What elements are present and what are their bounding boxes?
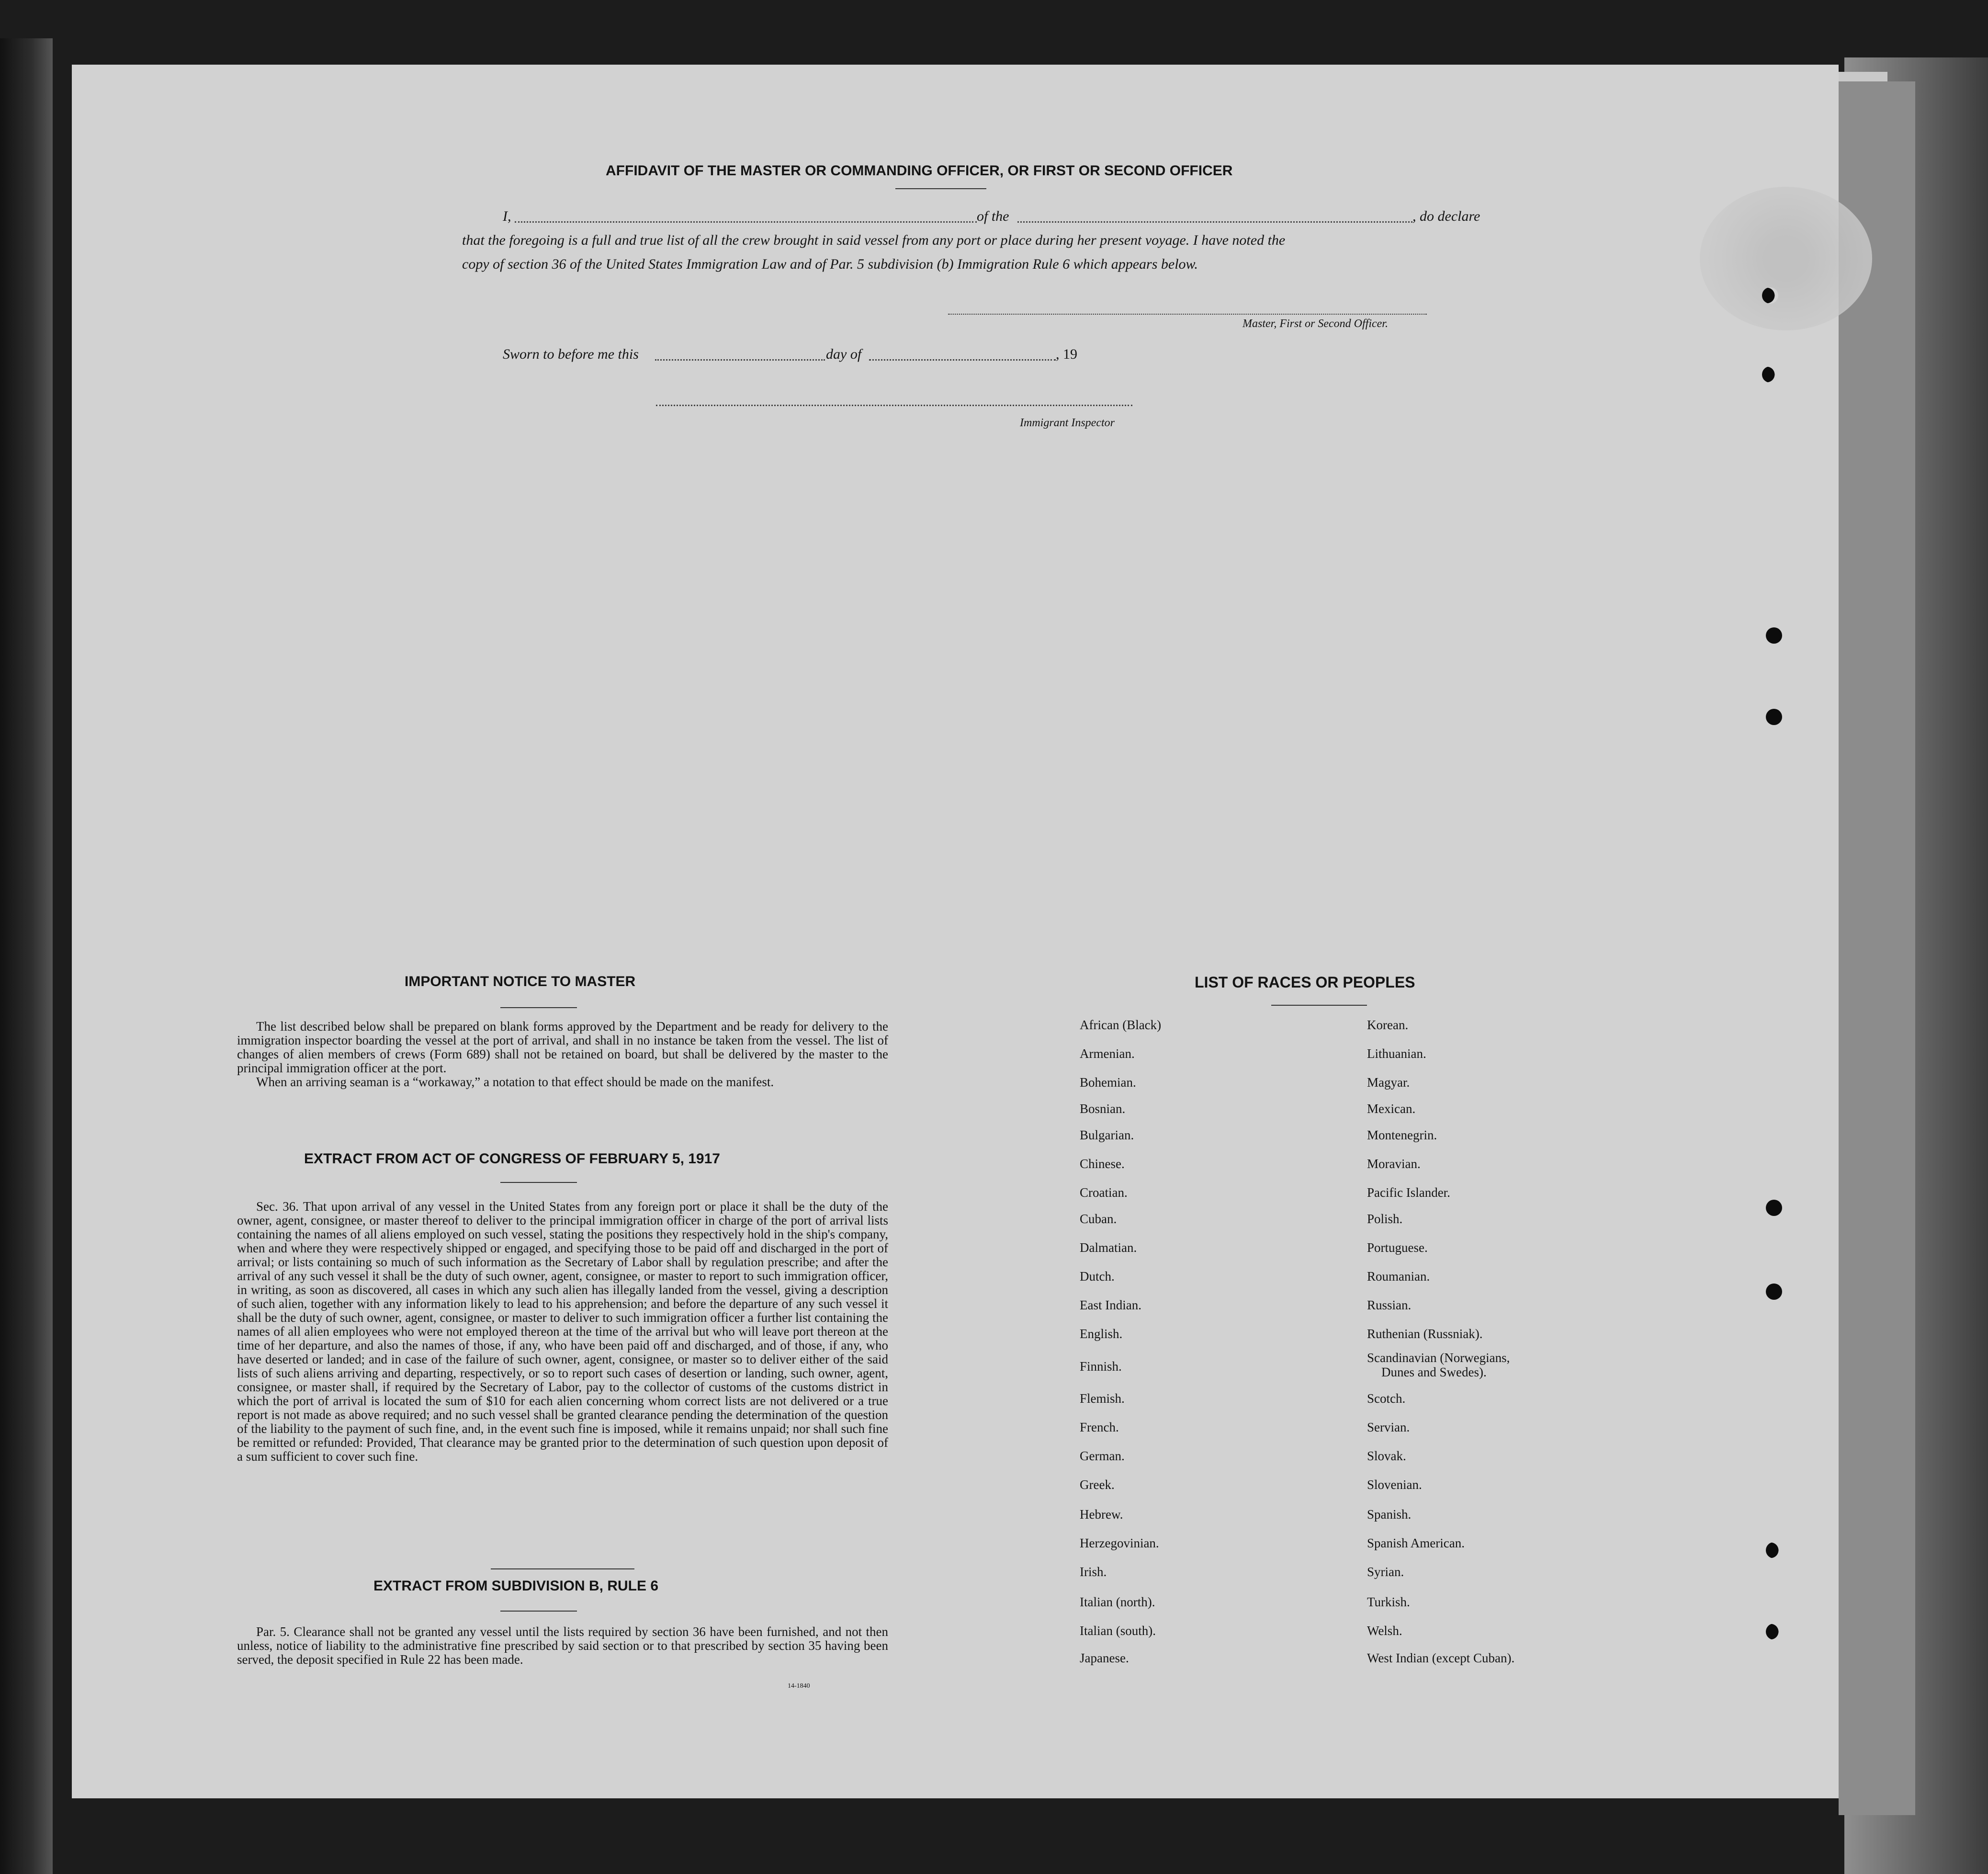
- affidavit-title: AFFIDAVIT OF THE MASTER OR COMMANDING OFFICER, OR FIRST OR SECOND OFFICER: [606, 163, 1233, 179]
- race-item: Bohemian.: [1080, 1075, 1136, 1090]
- film-edge-left: [0, 38, 53, 1874]
- sworn-day-blank: [655, 359, 825, 361]
- race-item: Turkish.: [1367, 1595, 1410, 1609]
- binder-hole: [1766, 1624, 1782, 1640]
- sworn-year: , 19: [1056, 346, 1077, 362]
- race-item: West Indian (except Cuban).: [1367, 1651, 1515, 1665]
- race-item: African (Black): [1080, 1018, 1162, 1032]
- race-item: Slovenian.: [1367, 1477, 1422, 1492]
- race-item: Syrian.: [1367, 1565, 1404, 1579]
- race-item: Spanish.: [1367, 1507, 1412, 1522]
- race-item: Flemish.: [1080, 1391, 1125, 1406]
- manifest-page: [72, 65, 1839, 1798]
- race-item: Dutch.: [1080, 1269, 1115, 1283]
- race-item: Italian (north).: [1080, 1595, 1155, 1609]
- extract-divider: [491, 1568, 634, 1569]
- affidavit-title-rule: [895, 188, 986, 189]
- race-item: Spanish American.: [1367, 1536, 1465, 1550]
- race-item: English.: [1080, 1327, 1123, 1341]
- affidavit-declare: , do declare: [1412, 208, 1480, 224]
- affidavit-body-line2: that the foregoing is a full and true list of all the crew brought in said vessel from any port or place during her present voyage. I have noted the: [462, 232, 1286, 248]
- race-item: Polish.: [1367, 1212, 1403, 1226]
- race-item: Cuban.: [1080, 1212, 1117, 1226]
- inspector-label: Immigrant Inspector: [1020, 417, 1115, 429]
- affidavit-of-label: of the: [977, 208, 1009, 224]
- vessel-blank: [1017, 221, 1412, 223]
- race-item: Mexican.: [1367, 1102, 1416, 1116]
- notice-paragraph-2: When an arriving seaman is a “workaway,” a notation to that effect should be made on the manifest.: [256, 1075, 774, 1089]
- race-item: Scandinavian (Norwegians,: [1367, 1351, 1510, 1365]
- signature-line: [948, 314, 1427, 315]
- extract-act-title-rule: [500, 1182, 577, 1183]
- race-item: French.: [1080, 1420, 1119, 1434]
- race-item: Slovak.: [1367, 1449, 1406, 1463]
- race-item: Pacific Islander.: [1367, 1185, 1450, 1200]
- race-item: Bulgarian.: [1080, 1128, 1134, 1142]
- races-title-rule: [1271, 1005, 1367, 1006]
- races-title: LIST OF RACES OR PEOPLES: [1195, 974, 1415, 991]
- binder-hole: [1762, 366, 1778, 383]
- sworn-prefix: Sworn to before me this: [503, 346, 639, 362]
- binder-hole: [1766, 1542, 1782, 1558]
- inspector-line: [656, 405, 1132, 406]
- section-36-paragraph: Sec. 36. That upon arrival of any vessel in the United States from any foreign port or place it shall be the duty of the owner, agent, consignee, or master thereof to deliver to the principal immigration officer in charge of the port of arrival lists containing the names of all aliens employed on such vessel, stating the positions they respectively hold in the ship's company, when and where they were respectively shipped or engaged, and specifying those to be paid off and discharged in the port of arrival; or lists containing so much of such information as the Secretary of Labor shall by regulation prescribe; and after the arrival of any such vessel it shall be the duty of such owner, agent, consignee, or master to report to such immigration officer, in writing, as soon as discovered, all cases in which any such alien has illegally landed from the vessel, giving a description of such alien, together with any information likely to lead to his apprehension; and before the departure of any such vessel it shall be the duty of such owner, agent, consignee, or master to deliver to such immigration officer a further list containing the names of all alien employees who were not employed thereon at the time of the arrival but who will leave port thereon at the time of her departure, and also the names of those, if any, who have been paid off and discharged, and of those, if any, who have deserted or landed; and in case of the failure of such owner, agent, consignee, or master so to deliver either of the said lists of such aliens arriving and departing, respectively, or so to report such cases of desertion or landing, such owner, agent, consignee, or master shall, if required by the Secretary of Labor, pay to the collector of customs of the customs district in which the port of arrival is located the sum of $10 for each alien concerning whom correct lists are not delivered or a true report is not made as above required; and no such vessel shall be granted clearance pending the determination of the question of the liability to the payment of such fine, and, in the event such fine is imposed, while it remains unpaid; nor shall such fine be remitted or refunded: Provided, That clearance may be granted prior to the determination of such question upon deposit of a sum sufficient to cover such fine.: [237, 1199, 888, 1464]
- race-item: Russian.: [1367, 1298, 1412, 1312]
- race-item: Dunes and Swedes).: [1381, 1365, 1487, 1379]
- name-blank: [515, 221, 977, 223]
- form-number: 14-1840: [788, 1682, 810, 1690]
- extract-rule-title-rule: [500, 1611, 577, 1612]
- notice-paragraph-1: The list described below shall be prepared on blank forms approved by the Department and be ready for delivery to the immigration inspector boarding the vessel at the port of arrival, and shall in no instance be taken from the vessel. The list of changes of alien members of crews (Form 689) shall not be retained on board, but shall be delivered by the master to the principal immigration officer at the port.: [237, 1019, 888, 1075]
- race-item: Welsh.: [1367, 1624, 1402, 1638]
- extract-act-text: [237, 1200, 888, 1464]
- race-item: Bosnian.: [1080, 1102, 1126, 1116]
- affidavit-body-line3: copy of section 36 of the United States Immigration Law and of Par. 5 subdivision (b) Immigration Rule 6 which appears below.: [462, 256, 1198, 272]
- race-item: Finnish.: [1080, 1359, 1122, 1374]
- race-item: Ruthenian (Russniak).: [1367, 1327, 1483, 1341]
- extract-rule-title: EXTRACT FROM SUBDIVISION B, RULE 6: [373, 1578, 659, 1594]
- race-item: German.: [1080, 1449, 1125, 1463]
- race-item: Dalmatian.: [1080, 1240, 1137, 1255]
- binder-hole: [1766, 627, 1782, 644]
- race-item: Irish.: [1080, 1565, 1107, 1579]
- binder-hole: [1762, 287, 1778, 304]
- race-item: Chinese.: [1080, 1157, 1125, 1171]
- race-item: Montenegrin.: [1367, 1128, 1437, 1142]
- extract-act-title: EXTRACT FROM ACT OF CONGRESS OF FEBRUARY 5, 1917: [304, 1151, 720, 1167]
- sworn-month-blank: [869, 359, 1056, 361]
- extract-rule-text: [237, 1625, 888, 1667]
- par-5-paragraph: Par. 5. Clearance shall not be granted any vessel until the lists required by section 36 have been furnished, and not then unless, notice of liability to the administrative fine prescribed by said section or to that prescribed by section 35 having been served, the deposit specified in Rule 22 has been made.: [237, 1624, 888, 1667]
- race-item: Moravian.: [1367, 1157, 1421, 1171]
- notice-title-rule: [500, 1007, 577, 1008]
- race-item: Herzegovinian.: [1080, 1536, 1159, 1550]
- race-item: Japanese.: [1080, 1651, 1129, 1665]
- race-item: Hebrew.: [1080, 1507, 1123, 1522]
- race-item: Servian.: [1367, 1420, 1410, 1434]
- notice-title: IMPORTANT NOTICE TO MASTER: [405, 974, 636, 989]
- binder-hole: [1766, 1283, 1782, 1300]
- race-item: Croatian.: [1080, 1185, 1128, 1200]
- race-item: Lithuanian.: [1367, 1046, 1426, 1061]
- affidavit-i-label: I,: [503, 208, 511, 224]
- race-item: Armenian.: [1080, 1046, 1135, 1061]
- race-item: Korean.: [1367, 1018, 1409, 1032]
- race-item: Scotch.: [1367, 1391, 1406, 1406]
- race-item: East Indian.: [1080, 1298, 1141, 1312]
- race-item: Portuguese.: [1367, 1240, 1428, 1255]
- race-item: Italian (south).: [1080, 1624, 1156, 1638]
- signature-label: Master, First or Second Officer.: [1242, 318, 1388, 330]
- underlying-page-edge: [1839, 81, 1915, 1815]
- sworn-day-of: day of: [826, 346, 862, 362]
- race-item: Magyar.: [1367, 1075, 1410, 1090]
- race-item: Greek.: [1080, 1477, 1115, 1492]
- binder-hole: [1766, 709, 1782, 725]
- binder-hole: [1766, 1200, 1782, 1216]
- notice-text: [237, 1020, 888, 1089]
- race-item: Roumanian.: [1367, 1269, 1430, 1283]
- seal-stamp: [1700, 187, 1872, 330]
